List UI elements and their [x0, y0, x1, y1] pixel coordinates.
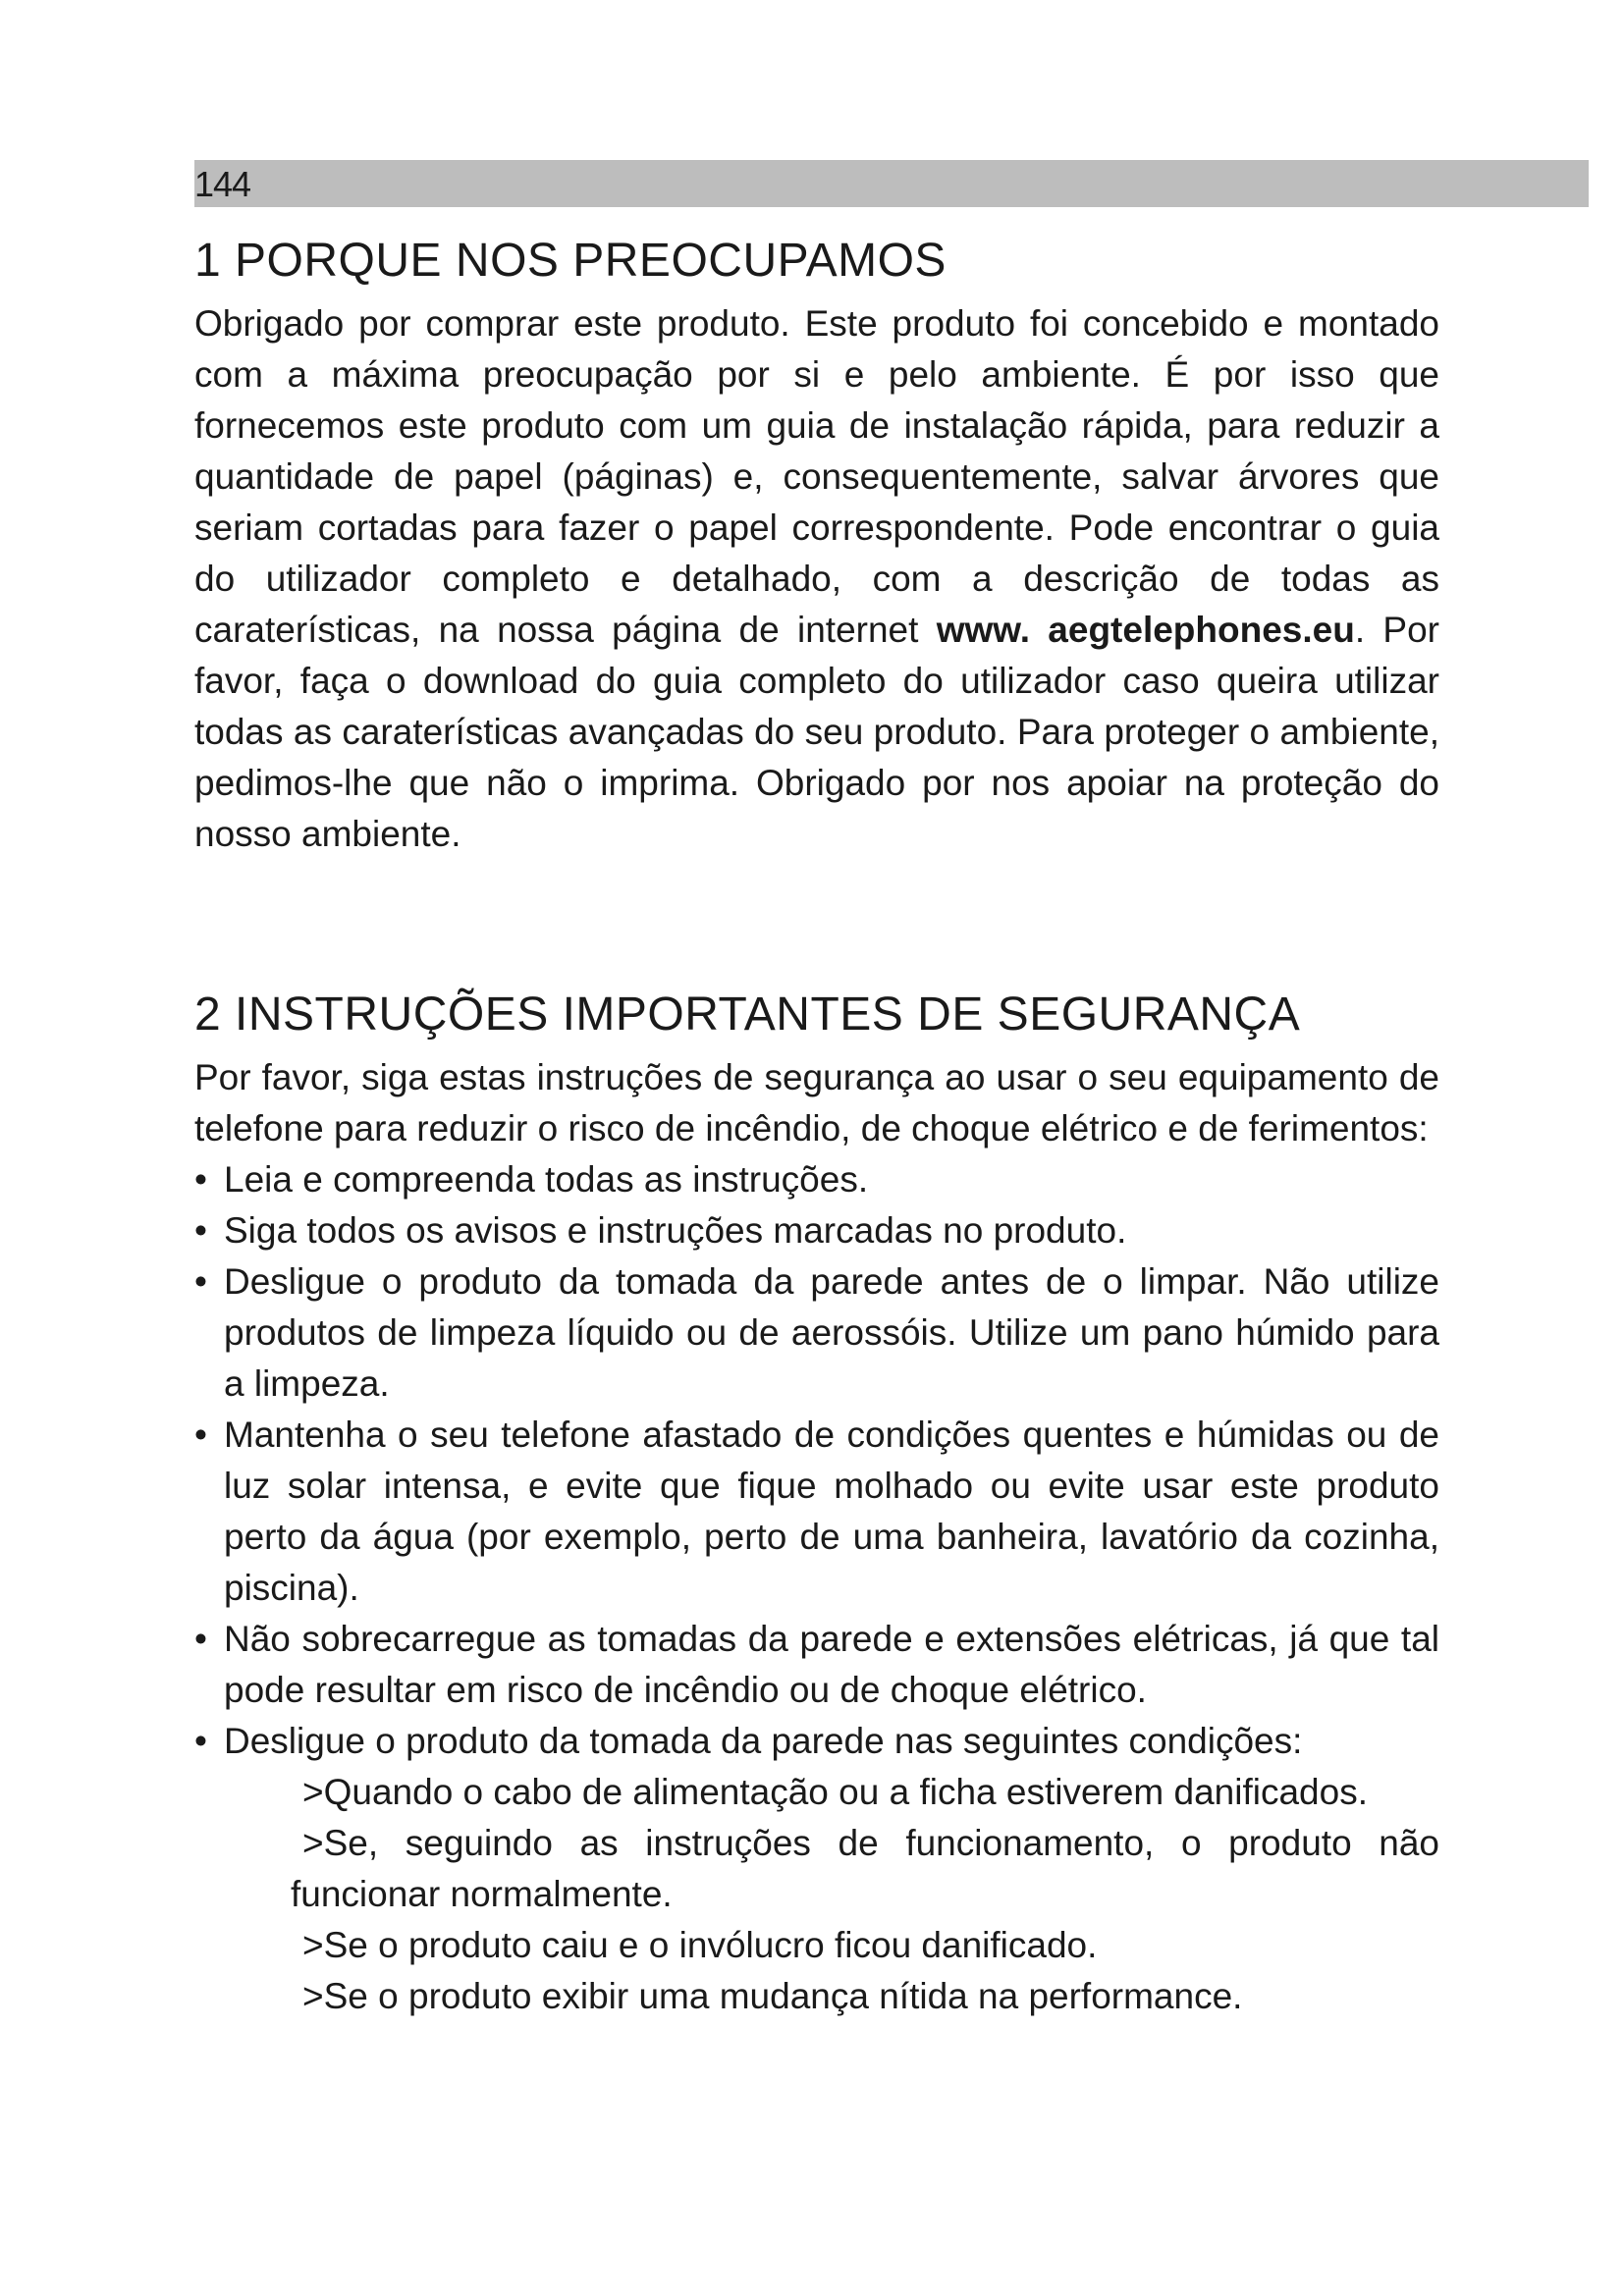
safety-bullet-item [194, 1716, 1439, 2022]
safety-bullet-list [194, 1154, 1439, 2022]
section-1-title: 1 PORQUE NOS PREOCUPAMOS [194, 235, 947, 287]
section-safety-instructions [194, 978, 1439, 2022]
safety-bullet-item: • Desligue o produto da tomada da parede antes de o limpar. Não utilize produtos de limpeza líquido ou de aerossóis. Utilize um pano húmido para a limpeza. [194, 1256, 1439, 1410]
section-why-we-care [194, 224, 1439, 860]
page-content [194, 224, 1439, 2022]
section-1-text-before-link: Obrigado por comprar este produto. Este produto foi concebido e montado com a máxima preocupação por si e pelo ambiente. É por isso que fornecemos este produto com um guia de instalação rápida, para reduzir a quantidade de papel (páginas) e, consequentemente, salvar árvores que seriam cortadas para fazer o papel correspondente. Pode encontrar o guia do utilizador completo e detalhado, com a descrição de todas as caraterísticas, na nossa página de internet [194, 303, 1439, 650]
unplug-condition-item [224, 1971, 1439, 2022]
unplug-condition-text: >Se o produto exibir uma mudança nítida na performance. [302, 1976, 1243, 2016]
unplug-conditions-list [224, 1767, 1439, 2022]
safety-bullet-item-text: Desligue o produto da tomada da parede nas seguintes condições: [224, 1721, 1303, 1761]
unplug-condition-item [224, 1920, 1439, 1971]
unplug-condition-item [224, 1818, 1439, 1920]
safety-bullet-item: • Mantenha o seu telefone afastado de condições quentes e húmidas ou de luz solar intensa, e evite que fique molhado ou evite usar este produto perto da água (por exemplo, perto de uma banheira, lavatório da cozinha, piscina). [194, 1410, 1439, 1614]
unplug-condition-item [224, 1767, 1439, 1818]
website-link: www. aegtelephones.eu [936, 610, 1355, 650]
unplug-condition-text: >Se o produto caiu e o invólucro ficou danificado. [302, 1925, 1098, 1965]
page-header-bar [194, 160, 1589, 207]
unplug-condition-text: >Quando o cabo de alimentação ou a ficha estiverem danificados. [302, 1772, 1368, 1812]
safety-bullet-item: • Não sobrecarregue as tomadas da parede e extensões elétricas, já que tal pode resultar em risco de incêndio ou de choque elétrico. [194, 1614, 1439, 1716]
section-1-paragraph [194, 298, 1439, 860]
safety-bullet-item: • Leia e compreenda todas as instruções. [194, 1154, 1439, 1205]
page-number: 144 [194, 164, 251, 204]
section-1-text-after-link: . Por favor, faça o download do guia completo do utilizador caso queira utilizar todas as caraterísticas avançadas do seu produto. Para proteger o ambiente, pedimos-lhe que não o imprima. Obrigado por nos apoiar na proteção do nosso ambiente. [194, 610, 1439, 854]
unplug-condition-text: >Se, seguindo as instruções de funcionamento, o produto não funcionar normalmente. [291, 1823, 1439, 1914]
safety-bullet-item: • Siga todos os avisos e instruções marcadas no produto. [194, 1205, 1439, 1256]
section-2-title: 2 INSTRUÇÕES IMPORTANTES DE SEGURANÇA [194, 988, 1301, 1041]
section-2-intro: Por favor, siga estas instruções de segurança ao usar o seu equipamento de telefone para reduzir o risco de incêndio, de choque elétrico e de ferimentos: [194, 1057, 1439, 1148]
